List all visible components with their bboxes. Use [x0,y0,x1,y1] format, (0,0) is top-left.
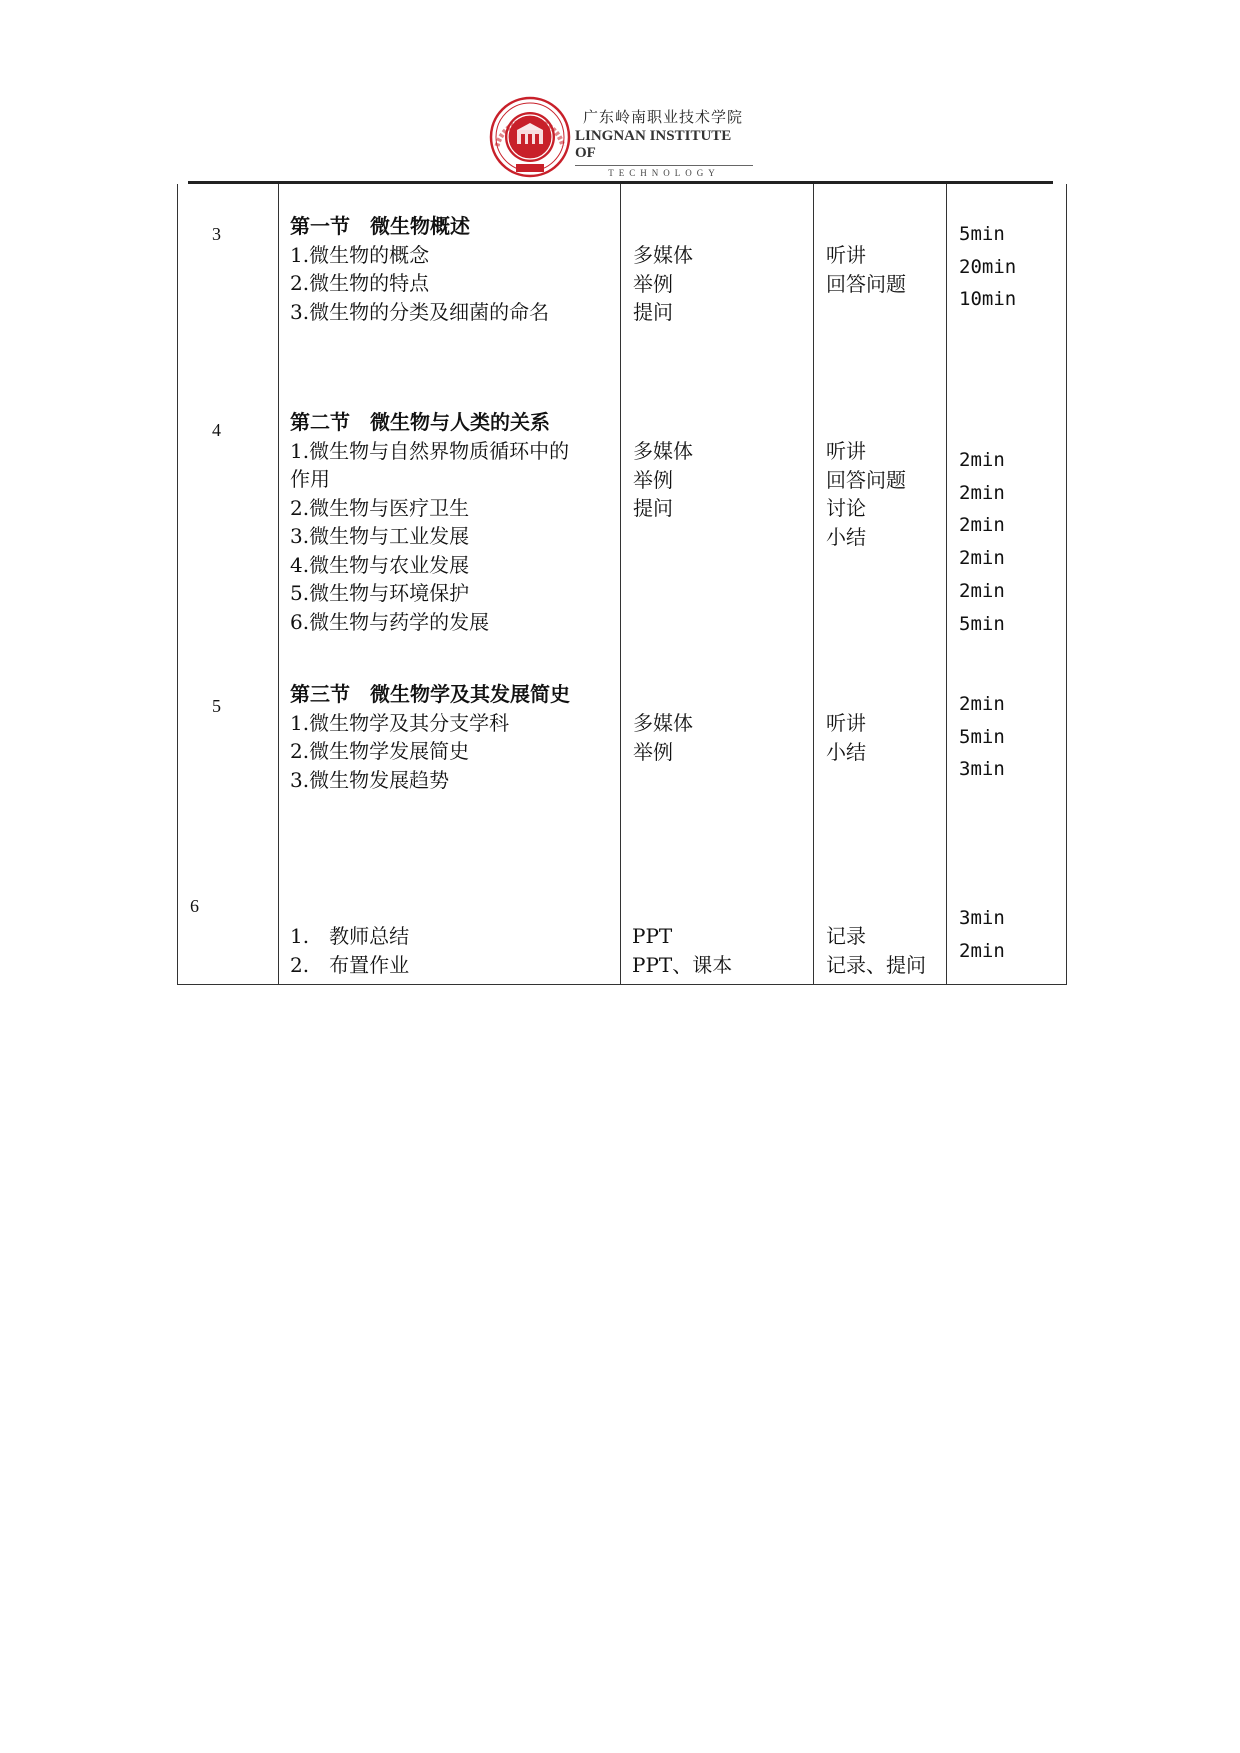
time-cell [947,184,1067,389]
list-item: 20min [959,255,1017,278]
activity-list [826,241,906,298]
list-item: 回答问题 [826,467,906,492]
table-row [178,874,1067,984]
table-row [178,184,1067,389]
method-cell [621,666,814,874]
list-item: 多媒体 [633,439,693,463]
list-item: PPT、课本 [632,952,733,977]
list-item: 2min [959,579,1005,602]
list-item: 5min [959,612,1005,635]
list-item: 5.微生物与环境保护 [290,581,470,605]
table-row [178,666,1067,874]
row-number-cell [178,666,279,874]
school-brand [575,106,755,178]
list-item: 听讲 [826,439,866,463]
list-item: 作用 [290,467,330,491]
time-list [959,902,1005,967]
content-list [290,680,570,794]
list-item: PPT [632,924,673,948]
time-cell [947,389,1067,666]
method-list [633,241,693,327]
method-list [632,922,732,979]
content-cell [279,184,621,389]
list-item: 2min [959,939,1005,962]
list-item: 2min [959,693,1005,715]
row-number: 3 [212,224,221,244]
activity-cell [814,184,947,389]
list-item: 2min [959,481,1005,504]
list-item: 2min [959,449,1005,471]
list-item: 记录、提问 [826,952,926,977]
list-item: 听讲 [826,711,866,735]
list-item: 6.微生物与药学的发展 [290,609,490,634]
list-item: 多媒体 [633,243,693,267]
method-list [633,709,693,766]
school-name-en: LINGNAN INSTITUTE OF [575,128,732,161]
list-item: 2.微生物的特点 [290,271,430,295]
list-item: 4.微生物与农业发展 [290,552,470,577]
content-cell [279,874,621,984]
time-list [959,444,1005,640]
page-header [0,0,1240,185]
list-item: 举例 [633,739,673,764]
list-item: 提问 [633,300,673,324]
list-item: 1.微生物的概念 [290,242,430,267]
list-item: 1.微生物学及其分支学科 [290,710,510,735]
list-item: 5min [959,725,1005,748]
method-list [633,437,693,523]
list-item: 10min [959,288,1017,311]
lesson-plan-table [177,184,1067,985]
section-title: 第一节 微生物概述 [290,214,470,238]
list-item: 举例 [633,467,673,492]
list-item: 3min [959,758,1005,781]
school-logo-icon [489,96,571,178]
list-item: 3.微生物发展趋势 [290,767,450,792]
activity-cell [814,389,947,666]
list-item: 3.微生物的分类及细菌的命名 [290,299,550,324]
list-item: 3.微生物与工业发展 [290,524,470,548]
school-name-en-sub: TECHNOLOGY [608,168,720,178]
content-cell [279,389,621,666]
row-number-cell [178,389,279,666]
time-cell [947,874,1067,984]
list-item: 2min [959,547,1005,570]
list-item: 小结 [826,524,866,549]
table-row [178,389,1067,666]
method-cell [621,184,814,389]
content-cell [279,666,621,874]
list-item: 小结 [826,739,866,764]
content-list [290,408,569,636]
content-list [290,922,409,979]
list-item: 多媒体 [633,711,693,735]
list-item: 2.微生物学发展简史 [290,739,470,763]
list-item: 回答问题 [826,271,906,296]
time-list [959,688,1005,786]
activity-cell [814,666,947,874]
activity-cell [814,874,947,984]
activity-list [826,922,926,979]
section-title: 第二节 微生物与人类的关系 [290,410,550,434]
list-item: 2. 布置作业 [290,952,410,977]
list-item: 讨论 [826,496,866,520]
activity-list [826,709,866,766]
time-cell [947,666,1067,874]
section-title: 第三节 微生物学及其发展简史 [290,682,570,706]
list-item: 举例 [633,271,673,296]
list-item: 5min [959,223,1005,245]
time-list [959,218,1016,316]
content-list [290,212,549,326]
row-number-cell [178,874,279,984]
method-cell [621,874,814,984]
school-name-cn: 广东岭南职业技术学院 [583,108,744,126]
method-cell [621,389,814,666]
list-item: 记录 [826,924,866,948]
list-item: 提问 [633,496,673,520]
row-number: 5 [212,696,221,716]
list-item: 2.微生物与医疗卫生 [290,495,470,520]
list-item: 1. 教师总结 [290,924,410,948]
row-number: 4 [212,420,221,440]
brand-divider [575,165,753,166]
activity-list [826,437,906,551]
list-item: 2min [959,514,1005,537]
list-item: 3min [959,907,1005,929]
row-number-cell [178,184,279,389]
list-item: 1.微生物与自然界物质循环中的 [290,438,570,463]
list-item: 听讲 [826,243,866,267]
row-number: 6 [190,896,199,916]
